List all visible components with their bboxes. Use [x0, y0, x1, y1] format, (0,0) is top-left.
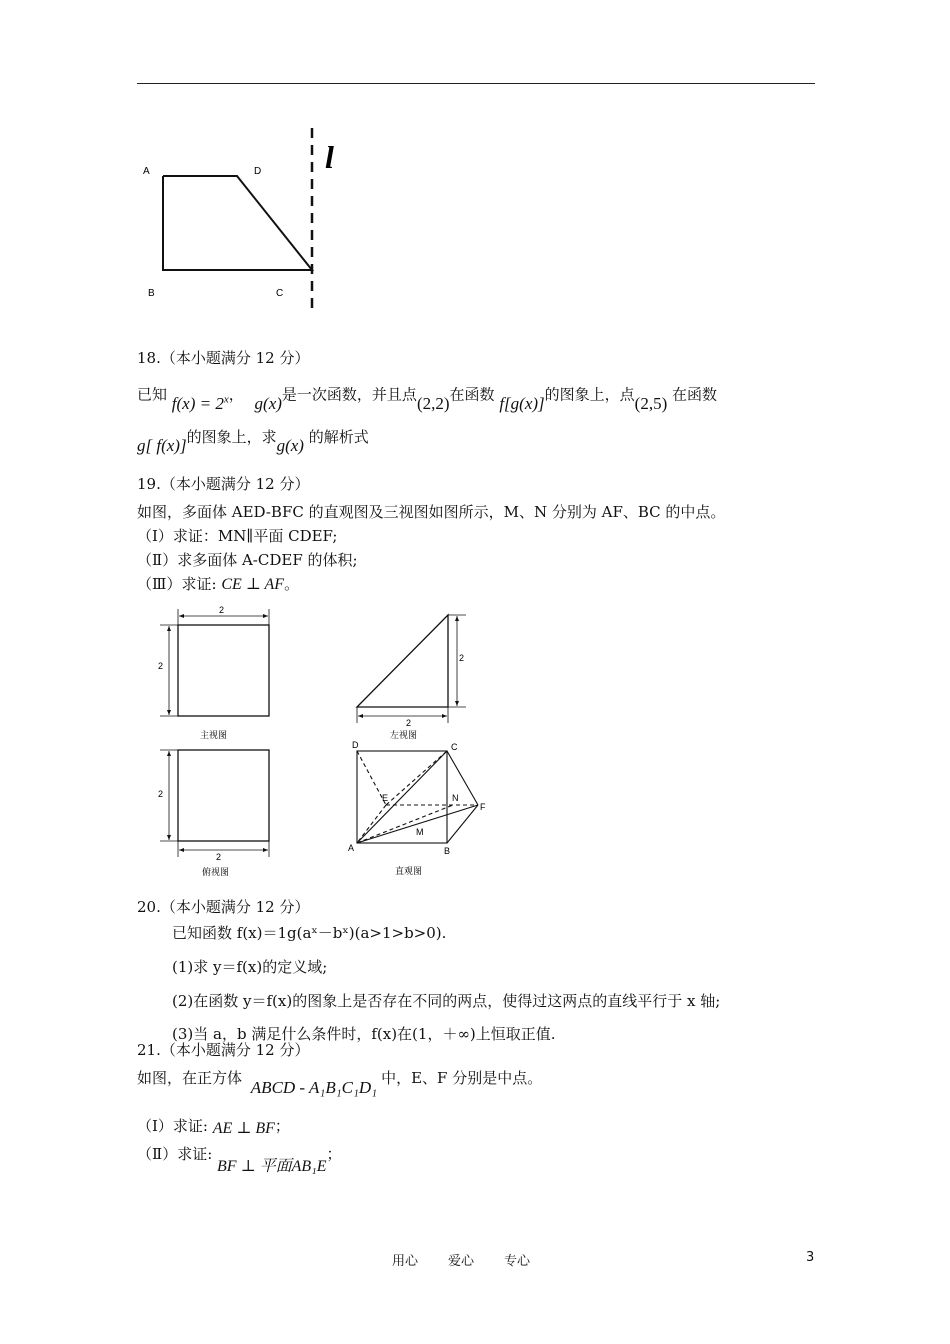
q20-intro: 已知函数 f(x)＝1g(aˣ－bˣ)(a>1>b>0).	[172, 924, 447, 942]
label-B: B	[148, 288, 155, 299]
side-caption: 左视图	[390, 730, 418, 740]
front-dim-left: 2	[158, 661, 164, 671]
q18-header: 18.（本小题满分 12 分）	[137, 349, 310, 367]
top-dim-bottom: 2	[216, 852, 222, 862]
q18-fx: $f(x) = 2^x$	[171, 393, 229, 413]
q18-text-e: 的图象上，点	[544, 385, 635, 404]
solid-label-D: D	[352, 740, 359, 750]
solid-label-F: F	[480, 802, 486, 812]
q20-part2: (2)在函数 y＝f(x)的图象上是否存在不同的两点，使得过这两点的直线平行于 x 轴;	[172, 992, 721, 1010]
solid-label-M: M	[416, 827, 424, 837]
q18-fgx: f[g(x)]	[499, 393, 545, 413]
q18-text-d: 在函数	[449, 385, 495, 404]
label-D: D	[254, 166, 262, 177]
q21-part1: （Ⅰ）求证: AE ⊥ BF；	[137, 1117, 290, 1137]
top-dim-left: 2	[158, 789, 164, 799]
q18-text-f: 在函数	[672, 385, 718, 404]
header-rule	[137, 83, 815, 84]
footer-text-3: 专心	[504, 1254, 531, 1269]
q20-part1: (1)求 y＝f(x)的定义域;	[172, 958, 328, 976]
label-l: l	[325, 139, 334, 175]
solid-caption: 直观图	[395, 866, 423, 876]
three-views-figure	[150, 605, 500, 880]
front-caption: 主视图	[200, 730, 228, 740]
side-view-triangle	[357, 615, 448, 707]
q21-part1-math: AE ⊥ BF	[212, 1120, 275, 1137]
trapezoid-shape	[163, 176, 312, 270]
footer-text-1: 用心	[392, 1254, 419, 1269]
q18-text-a: 已知	[137, 385, 168, 404]
q18-gx: g(x)	[254, 393, 282, 413]
q18-text-c: 是一次函数，并且点	[281, 385, 417, 404]
q21-part2-math: BF ⊥ 平面AB₁E	[217, 1158, 327, 1175]
label-C: C	[276, 288, 284, 299]
q21-part2: （Ⅱ）求证: BF ⊥ 平面AB₁E；	[137, 1145, 342, 1175]
solid-label-A: A	[348, 843, 355, 853]
q18-gfx: g[ f(x)]	[137, 436, 187, 455]
q18-text-g: 的图象上，求	[186, 428, 277, 446]
page-number: 3	[806, 1250, 815, 1265]
trapezoid-figure	[135, 120, 355, 320]
solid-label-E: E	[382, 793, 389, 803]
q18-point1: (2,2)	[416, 393, 450, 413]
q19-part2: （Ⅱ）求多面体 A-CDEF 的体积;	[137, 551, 358, 569]
q19-part3-math: CE ⊥ AF	[221, 576, 285, 593]
solid-label-B: B	[444, 846, 451, 856]
q21-header: 21.（本小题满分 12 分）	[137, 1041, 310, 1059]
front-dim-top: 2	[219, 605, 225, 615]
q21-intro: 如图，在正方体 ABCD - A₁B₁C₁D₁ 中，E、F 分别是中点。	[137, 1069, 543, 1097]
q18-point2: (2,5)	[634, 393, 668, 413]
q20-part3: (3)当 a，b 满足什么条件时，f(x)在(1，＋∞)上恒取正值.	[172, 1025, 556, 1043]
footer-text-2: 爱心	[448, 1254, 475, 1269]
solid-label-N: N	[452, 793, 459, 803]
top-view-square	[178, 750, 269, 841]
q19-intro: 如图，多面体 AED-BFC 的直观图及三视图如图所示，M、N 分别为 AF、BC 的中点。	[137, 503, 726, 521]
q18-line2	[137, 427, 369, 455]
q19-part1: （Ⅰ）求证：MN∥平面 CDEF;	[137, 527, 338, 545]
q18-gx2: g(x)	[276, 436, 304, 455]
q18-text-b: ，	[228, 385, 244, 404]
q18-line1	[137, 380, 718, 413]
q19-header: 19.（本小题满分 12 分）	[137, 475, 310, 493]
side-dim-bottom: 2	[406, 718, 412, 728]
solid-label-C: C	[451, 742, 458, 752]
label-A: A	[143, 166, 150, 177]
q18-text-h: 的解析式	[308, 428, 369, 446]
top-caption: 俯视图	[202, 867, 230, 877]
side-dim-right: 2	[459, 653, 465, 663]
q19-part3: （Ⅲ）求证: CE ⊥ AF。	[137, 575, 300, 593]
q21-cube: ABCD - A₁B₁C₁D₁	[250, 1078, 378, 1097]
front-view-square	[178, 625, 269, 716]
q20-header: 20.（本小题满分 12 分）	[137, 898, 310, 916]
